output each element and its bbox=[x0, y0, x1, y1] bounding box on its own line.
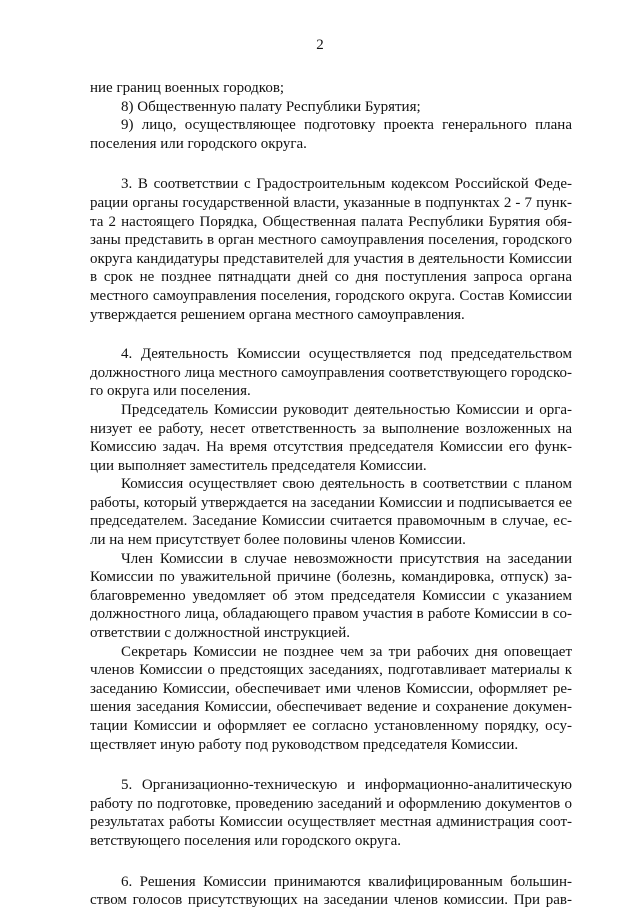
text-line: утверждается решением органа местного самоуправления. bbox=[90, 306, 465, 323]
text-line: поселения или городского округа. bbox=[90, 135, 307, 152]
text-line: в срок не позднее пятнадцати дней со дня поступления запроса органа bbox=[90, 269, 572, 286]
text-line: ответствии с должностной инструкцией. bbox=[90, 625, 350, 642]
text-line: ществляет иную работу под руководством председателя Комиссии. bbox=[90, 736, 519, 753]
text-line: ли на нем присутствует более половины членов Комиссии. bbox=[90, 532, 466, 549]
text-line: председателем. Заседание Комиссии считается правомочным в случае, ес- bbox=[90, 513, 572, 530]
text-line: результатах работы Комиссии осуществляет местная администрация соот- bbox=[90, 814, 572, 831]
text-line: тации Комиссии и оформляет ее согласно установленному порядку, осу- bbox=[90, 718, 572, 734]
text-line: 8) Общественную палату Республики Бурятия; bbox=[121, 98, 421, 115]
text-line: 5. Организационно-техническую и информационно-аналитическую bbox=[121, 777, 572, 794]
text-line: ции выполняет заместитель председателя Комиссии. bbox=[90, 457, 427, 474]
document-body bbox=[90, 79, 572, 910]
text-line: Секретарь Комиссии не позднее чем за три рабочих дня оповещает bbox=[121, 643, 572, 660]
text-line: 6. Решения Комиссии принимаются квалифицированным большин- bbox=[121, 873, 572, 890]
text-line: местного самоуправления поселения, городского округа. Состав Комиссии bbox=[90, 287, 572, 304]
text-line: рации органы государственной власти, указанные в подпунктах 2 - 7 пунк- bbox=[90, 194, 572, 211]
text-line: низует ее работу, несет ответственность за выполнение возложенных на bbox=[90, 420, 572, 437]
text-line: должностного лица, обладающего правом участия в работе Комиссии в со- bbox=[90, 606, 572, 623]
text-line: благовременно уведомляет об этом председателя Комиссии с указанием bbox=[90, 587, 572, 604]
text-line: Председатель Комиссии руководит деятельностью Комиссии и орга- bbox=[121, 401, 572, 418]
text-line: 3. В соответствии с Градостроительным кодексом Российской Феде- bbox=[121, 176, 572, 193]
text-line: Комиссия осуществляет свою деятельность в соответствии с планом bbox=[121, 476, 572, 493]
text-line: та 2 настоящего Порядка, Общественная палата Республики Бурятия обя- bbox=[90, 213, 572, 230]
text-line: заны представить в орган местного самоуправления поселения, городского bbox=[90, 232, 572, 249]
text-line: ветствующего поселения или городского округа. bbox=[90, 832, 401, 849]
text-line: заседанию Комиссии, обеспечивает ими членов Комиссии, оформляет ре- bbox=[90, 680, 572, 697]
text-line: работу по подготовке, проведению заседаний и оформлению документов о bbox=[90, 795, 572, 812]
text-line: Комиссию задач. На время отсутствия председателя Комиссии его функ- bbox=[90, 439, 572, 456]
text-line: ством голосов присутствующих на заседании членов комиссии. При рав- bbox=[90, 892, 572, 909]
text-line: го округа или поселения. bbox=[90, 383, 251, 400]
text-line: Комиссии по уважительной причине (болезнь, командировка, отпуск) за- bbox=[90, 569, 572, 586]
text-line: работы, который утверждается на заседании Комиссии и подписывается ее bbox=[90, 494, 572, 511]
text-line: ние границ военных городков; bbox=[90, 80, 285, 96]
page-number: 2 bbox=[316, 37, 324, 53]
text-line: Член Комиссии в случае невозможности присутствия на заседании bbox=[121, 550, 572, 567]
text-line: округа кандидатуры представителей для участия в деятельности Комиссии bbox=[90, 250, 572, 267]
text-line: 9) лицо, осуществляющее подготовку проекта генерального плана bbox=[121, 117, 572, 134]
text-line: шения заседания Комиссии, обеспечивает ведение и сохранение докумен- bbox=[90, 699, 572, 716]
text-line: 4. Деятельность Комиссии осуществляется под председательством bbox=[121, 346, 572, 363]
text-line: членов Комиссии о предстоящих заседаниях, подготавливает материалы к bbox=[90, 662, 572, 679]
text-line: должностного лица местного самоуправления соответствующего городско- bbox=[90, 364, 572, 381]
